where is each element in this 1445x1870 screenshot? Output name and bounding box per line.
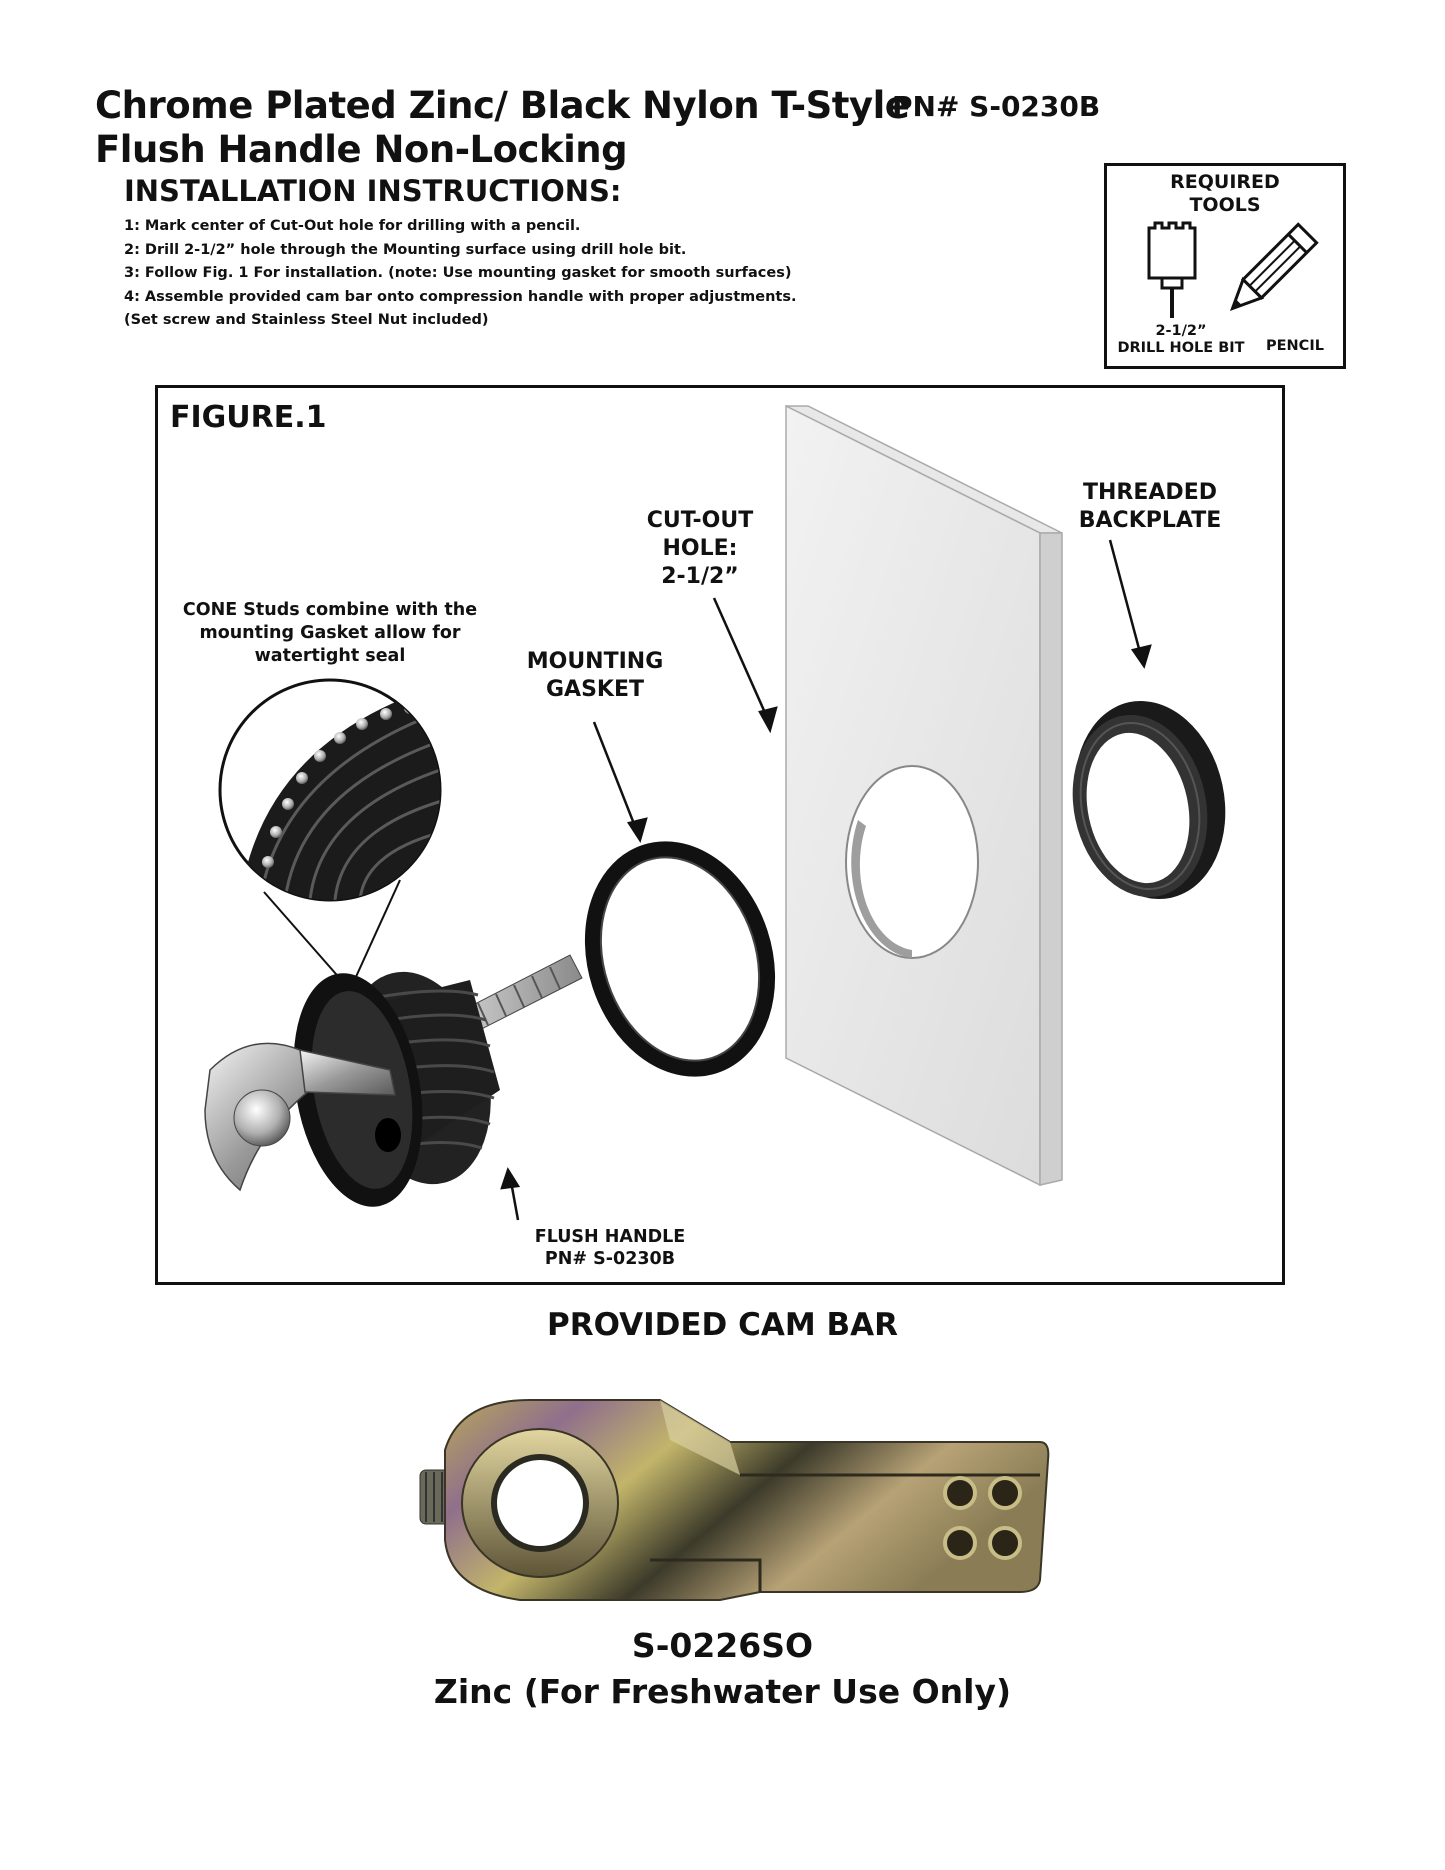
mounting-gasket	[566, 827, 795, 1092]
cam-bar-description: Zinc (For Freshwater Use Only)	[433, 1672, 1012, 1711]
step-3: 3: Follow Fig. 1 For installation. (note: Use mounting gasket for smooth surfaces)	[124, 265, 792, 281]
title-line-2: Flush Handle Non-Locking	[95, 128, 628, 171]
pencil-label: PENCIL	[1266, 338, 1324, 354]
cam-bar-heading: PROVIDED CAM BAR	[547, 1307, 898, 1343]
flush-handle-label: FLUSH HANDLE PN# S-0230B	[534, 1227, 686, 1269]
step-1: 1: Mark center of Cut-Out hole for drilling with a pencil.	[124, 218, 581, 234]
instructions-heading: INSTALLATION INSTRUCTIONS:	[124, 174, 622, 208]
threaded-backplate-label: THREADED BACKPLATE	[1078, 480, 1222, 533]
step-2: 2: Drill 2-1/2” hole through the Mounting surface using drill hole bit.	[124, 241, 687, 258]
cutout-hole-label: CUT-OUT HOLE: 2-1/2”	[646, 508, 754, 589]
mounting-gasket-label: MOUNTING GASKET	[526, 649, 664, 702]
figure-title: FIGURE.1	[170, 400, 327, 435]
threaded-backplate	[1056, 687, 1243, 913]
step-4: 4: Assemble provided cam bar onto compression handle with proper adjustments.	[124, 288, 797, 305]
drill-bit-label: 2-1/2” DRILL HOLE BIT	[1117, 323, 1245, 357]
title-line-1: Chrome Plated Zinc/ Black Nylon T-Style	[95, 84, 910, 127]
cone-studs-magnifier	[220, 680, 460, 990]
cam-bar-part-number: S-0226SO	[631, 1626, 814, 1665]
cam-bar-illustration	[400, 1380, 1080, 1620]
mounting-panel	[786, 406, 1062, 1185]
flush-handle	[205, 955, 582, 1217]
cone-studs-label: CONE Studs combine with the mounting Gasket allow for watertight seal	[182, 600, 478, 666]
step-note: (Set screw and Stainless Steel Nut included)	[124, 312, 489, 328]
required-tools-title: REQUIRED TOOLS	[1170, 171, 1280, 216]
header-part-number: PN# S-0230B	[892, 90, 1101, 123]
